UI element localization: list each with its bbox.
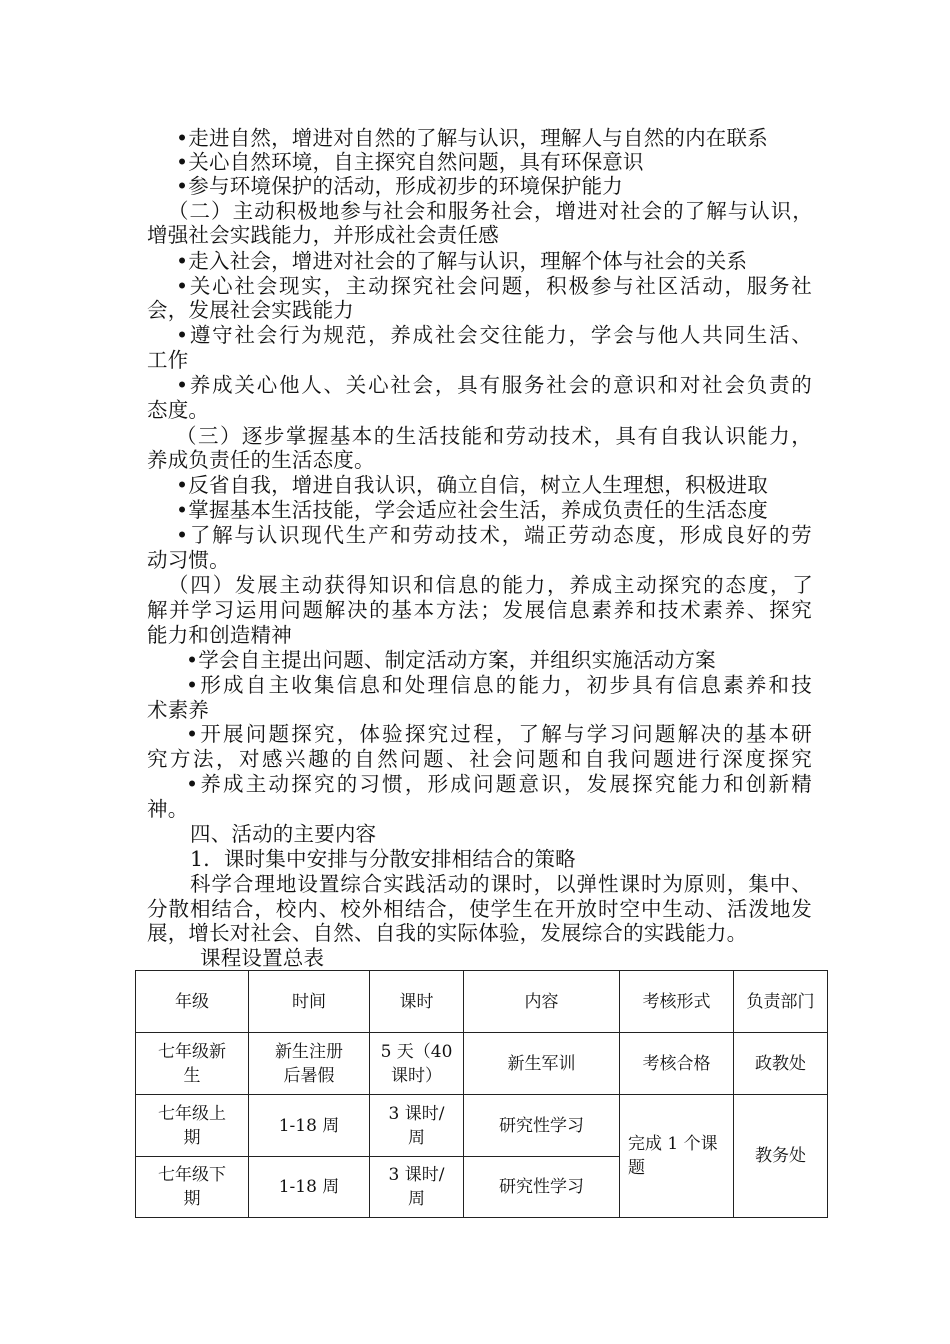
section-heading: （四）发展主动获得知识和信息的能力，养成主动探究的态度，了: [168, 573, 813, 597]
bullet-line: •关心自然环境，自主探究自然问题，具有环保意识: [176, 150, 644, 174]
paragraph-line: 科学合理地设置综合实践活动的课时，以弹性课时为原则，集中、: [190, 872, 812, 896]
header-cell: 时间: [249, 971, 370, 1033]
paragraph-line: 工作: [147, 348, 189, 372]
bullet-line: •学会自主提出问题、制定活动方案，并组织实施活动方案: [186, 648, 716, 672]
header-cell: 课时: [370, 971, 464, 1033]
table-cell-merged: 教务处: [734, 1095, 828, 1218]
header-cell: 负责部门: [734, 971, 828, 1033]
bullet-line: •开展问题探究，体验探究过程，了解与学习问题解决的基本研: [186, 722, 812, 746]
paragraph-line: 能力和创造精神: [147, 623, 292, 647]
table-cell: 七年级新 生: [136, 1033, 249, 1095]
section-heading: 四、活动的主要内容: [190, 822, 377, 846]
table-cell: 3 课时/ 周: [370, 1157, 464, 1218]
bullet-line: •走入社会，增进对社会的了解与认识，理解个体与社会的关系: [176, 249, 748, 273]
table-row: [136, 1033, 828, 1095]
table-cell: 政教处: [734, 1033, 828, 1095]
table-cell: 七年级上 期: [136, 1095, 249, 1157]
paragraph-line: 展，增长对社会、自然、自我的实际体验，发展综合的实践能力。: [147, 921, 748, 945]
bullet-line: •养成关心他人、关心社会，具有服务社会的意识和对社会负责的: [176, 373, 812, 397]
paragraph-line: 养成负责任的生活态度。: [147, 448, 375, 472]
bullet-line: •形成自主收集信息和处理信息的能力，初步具有信息素养和技: [186, 673, 812, 697]
table-row: [136, 1095, 828, 1157]
paragraph-line: 分散相结合，校内、校外相结合，使学生在开放时空中生动、活泼地发: [147, 897, 812, 921]
bullet-line: •参与环境保护的活动，形成初步的环境保护能力: [176, 174, 623, 198]
table-cell: 新生注册 后暑假: [249, 1033, 370, 1095]
table-cell: 研究性学习: [464, 1157, 620, 1218]
table-cell: 3 课时/ 周: [370, 1095, 464, 1157]
paragraph-line: 解并学习运用问题解决的基本方法；发展信息素养和技术素养、探究: [147, 598, 812, 622]
section-heading: （二）主动积极地参与社会和服务社会，增进对社会的了解与认识，: [168, 199, 813, 223]
table-cell: 1-18 周: [249, 1095, 370, 1157]
bullet-line: •反省自我，增进自我认识，确立自信，树立人生理想，积极进取: [176, 473, 768, 497]
paragraph-line: 态度。: [147, 398, 210, 422]
table-cell: 考核合格: [620, 1033, 734, 1095]
section-heading: 1．课时集中安排与分散安排相结合的策略: [190, 847, 576, 871]
bullet-line: •走进自然，增进对自然的了解与认识，理解人与自然的内在联系: [176, 126, 768, 150]
header-cell: 年级: [136, 971, 249, 1033]
section-heading: （三）逐步掌握基本的生活技能和劳动技术，具有自我认识能力，: [176, 424, 812, 448]
paragraph-line: 神。: [147, 797, 189, 821]
table-cell: 研究性学习: [464, 1095, 620, 1157]
table-cell: 5 天（40 课时）: [370, 1033, 464, 1095]
paragraph-line: 会，发展社会实践能力: [147, 298, 354, 322]
table-header-row: [136, 971, 828, 1033]
bullet-line: •遵守社会行为规范，养成社会交往能力，学会与他人共同生活、: [176, 323, 812, 347]
bullet-line: •关心社会现实，主动探究社会问题，积极参与社区活动，服务社: [176, 274, 812, 298]
header-cell: 内容: [464, 971, 620, 1033]
bullet-line: •了解与认识现代生产和劳动技术，端正劳动态度，形成良好的劳: [176, 523, 812, 547]
table-cell: 七年级下 期: [136, 1157, 249, 1218]
paragraph-line: 术素养: [147, 698, 210, 722]
table-caption: 课程设置总表: [200, 946, 325, 970]
bullet-line: •养成主动探究的习惯，形成问题意识，发展探究能力和创新精: [186, 772, 812, 796]
table-cell: 新生军训: [464, 1033, 620, 1095]
header-cell: 考核形式: [620, 971, 734, 1033]
paragraph-line: 动习惯。: [147, 548, 230, 572]
bullet-line: •掌握基本生活技能，学会适应社会生活，养成负责任的生活态度: [176, 498, 768, 522]
paragraph-line: 增强社会实践能力，并形成社会责任感: [147, 223, 499, 247]
table-cell: 1-18 周: [249, 1157, 370, 1218]
paragraph-line: 究方法，对感兴趣的自然问题、社会问题和自我问题进行深度探究: [147, 747, 812, 771]
course-schedule-table: [135, 970, 828, 1218]
table-cell-merged: 完成 1 个课 题: [620, 1095, 734, 1218]
